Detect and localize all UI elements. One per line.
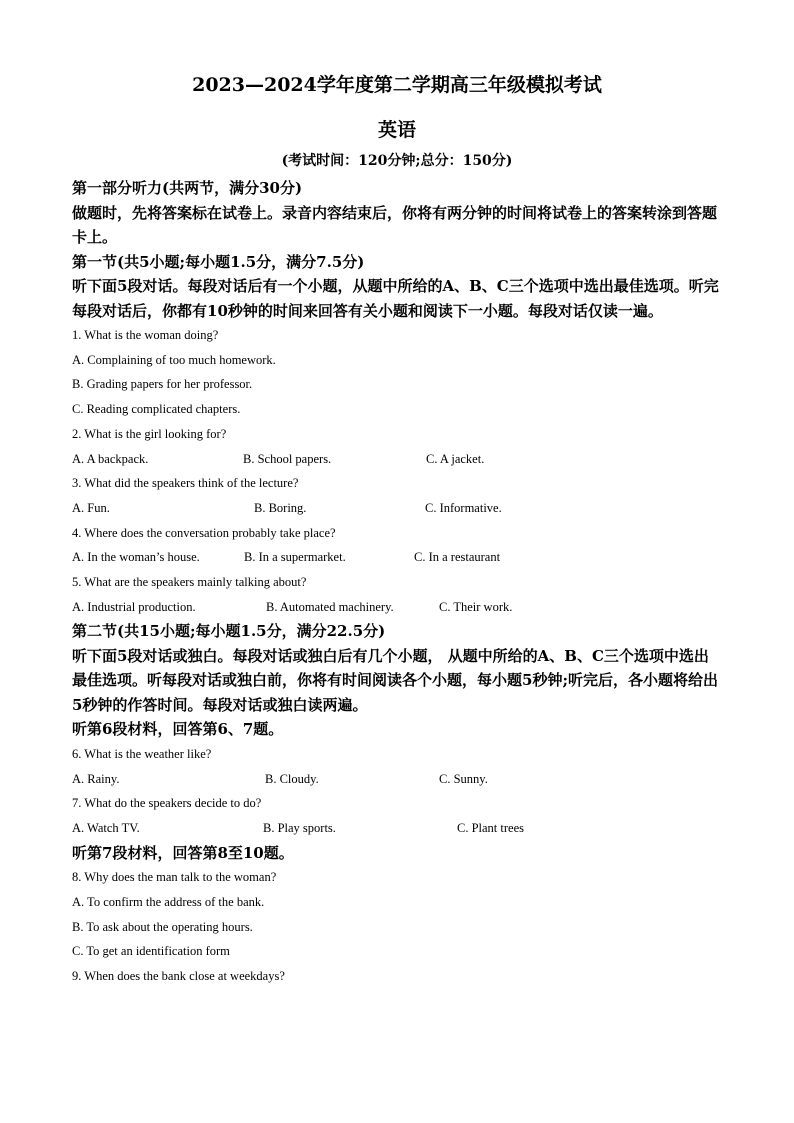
section1-instruction: 听下面5段对话。每段对话后有一个小题，从题中所给的A、B、C三个选项中选出最佳选项。听完每段对话后，你都有10秒钟的时间来回答有关小题和阅读下一小题。每段对话仅读一遍。 <box>72 277 719 320</box>
question-6-option-a: A. Rainy. <box>72 771 120 786</box>
question-3-options <box>72 496 722 521</box>
question-3-option-a: A. Fun. <box>72 500 110 515</box>
section2-instruction: 听下面5段对话或独白。每段对话或独白后有几个小题， 从题中所给的A、B、C三个选项中选出最佳选项。听每段对话或独白前，你将有时间阅读各个小题，每小题5秒钟;听完后，各小题将给出5秒钟的作答时间。每段对话或独白读两遍。 <box>72 646 718 714</box>
question-1-option-c: C. Reading complicated chapters. <box>72 402 241 417</box>
question-7-option-c: C. Plant trees <box>457 820 525 835</box>
question-8-option-a: A. To confirm the address of the bank. <box>72 894 265 909</box>
question-3-option-b: B. Boring. <box>254 500 307 515</box>
question-3-option-c: C. Informative. <box>425 500 502 515</box>
question-6-option-b: B. Cloudy. <box>265 771 319 786</box>
question-5-option-c: C. Their work. <box>439 599 513 614</box>
exam-time-note: (考试时间：120分钟;总分：150分) <box>281 153 513 169</box>
question-7-options <box>72 816 722 841</box>
material-7-heading: 听第7段材料，回答第8至10题。 <box>72 843 294 862</box>
exam-title: 2023—2024学年度第二学期高三年级模拟考试 <box>192 74 602 96</box>
question-2-stem: 2. What is the girl looking for? <box>72 426 227 441</box>
question-4-options <box>72 545 722 570</box>
question-9-stem: 9. When does the bank close at weekdays? <box>72 968 285 983</box>
exam-subject: 英语 <box>377 119 416 141</box>
part1-heading: 第一部分听力(共两节，满分30分) <box>72 179 303 197</box>
question-8-option-b: B. To ask about the operating hours. <box>72 919 253 934</box>
question-6-stem: 6. What is the weather like? <box>72 746 212 761</box>
question-6-option-c: C. Sunny. <box>439 771 488 786</box>
exam-page <box>72 70 722 989</box>
question-7-stem: 7. What do the speakers decide to do? <box>72 796 262 811</box>
question-5-option-b: B. Automated machinery. <box>266 599 394 614</box>
question-6-options <box>72 767 722 792</box>
question-4-option-a: A. In the woman’s house. <box>72 550 200 565</box>
question-7-option-a: A. Watch TV. <box>72 820 140 835</box>
part1-instruction: 做题时，先将答案标在试卷上。录音内容结束后，你将有两分钟的时间将试卷上的答案转涂到答题卡上。 <box>72 203 718 246</box>
question-2-option-c: C. A jacket. <box>426 451 485 466</box>
question-8-stem: 8. Why does the man talk to the woman? <box>72 870 277 885</box>
question-2-options <box>72 447 722 472</box>
material-6-heading: 听第6段材料，回答第6、7题。 <box>72 720 284 739</box>
question-8-option-c: C. To get an identification form <box>72 944 230 959</box>
question-1-option-a: A. Complaining of too much homework. <box>72 352 276 367</box>
question-1-stem: 1. What is the woman doing? <box>72 328 219 342</box>
question-5-options <box>72 595 722 620</box>
question-1-option-b: B. Grading papers for her professor. <box>72 377 253 392</box>
section2-heading: 第二节(共15小题;每小题1.5分，满分22.5分) <box>72 622 386 641</box>
question-5-option-a: A. Industrial production. <box>72 599 196 614</box>
question-2-option-b: B. School papers. <box>243 451 332 466</box>
question-2-option-a: A. A backpack. <box>72 451 149 466</box>
question-4-option-c: C. In a restaurant <box>414 550 501 565</box>
question-4-option-b: B. In a supermarket. <box>244 550 346 565</box>
question-4-stem: 4. Where does the conversation probably take place? <box>72 525 336 540</box>
question-3-stem: 3. What did the speakers think of the lecture? <box>72 476 299 491</box>
question-5-stem: 5. What are the speakers mainly talking about? <box>72 574 307 589</box>
question-7-option-b: B. Play sports. <box>263 820 336 835</box>
section1-heading: 第一节(共5小题;每小题1.5分，满分7.5分) <box>72 252 365 271</box>
